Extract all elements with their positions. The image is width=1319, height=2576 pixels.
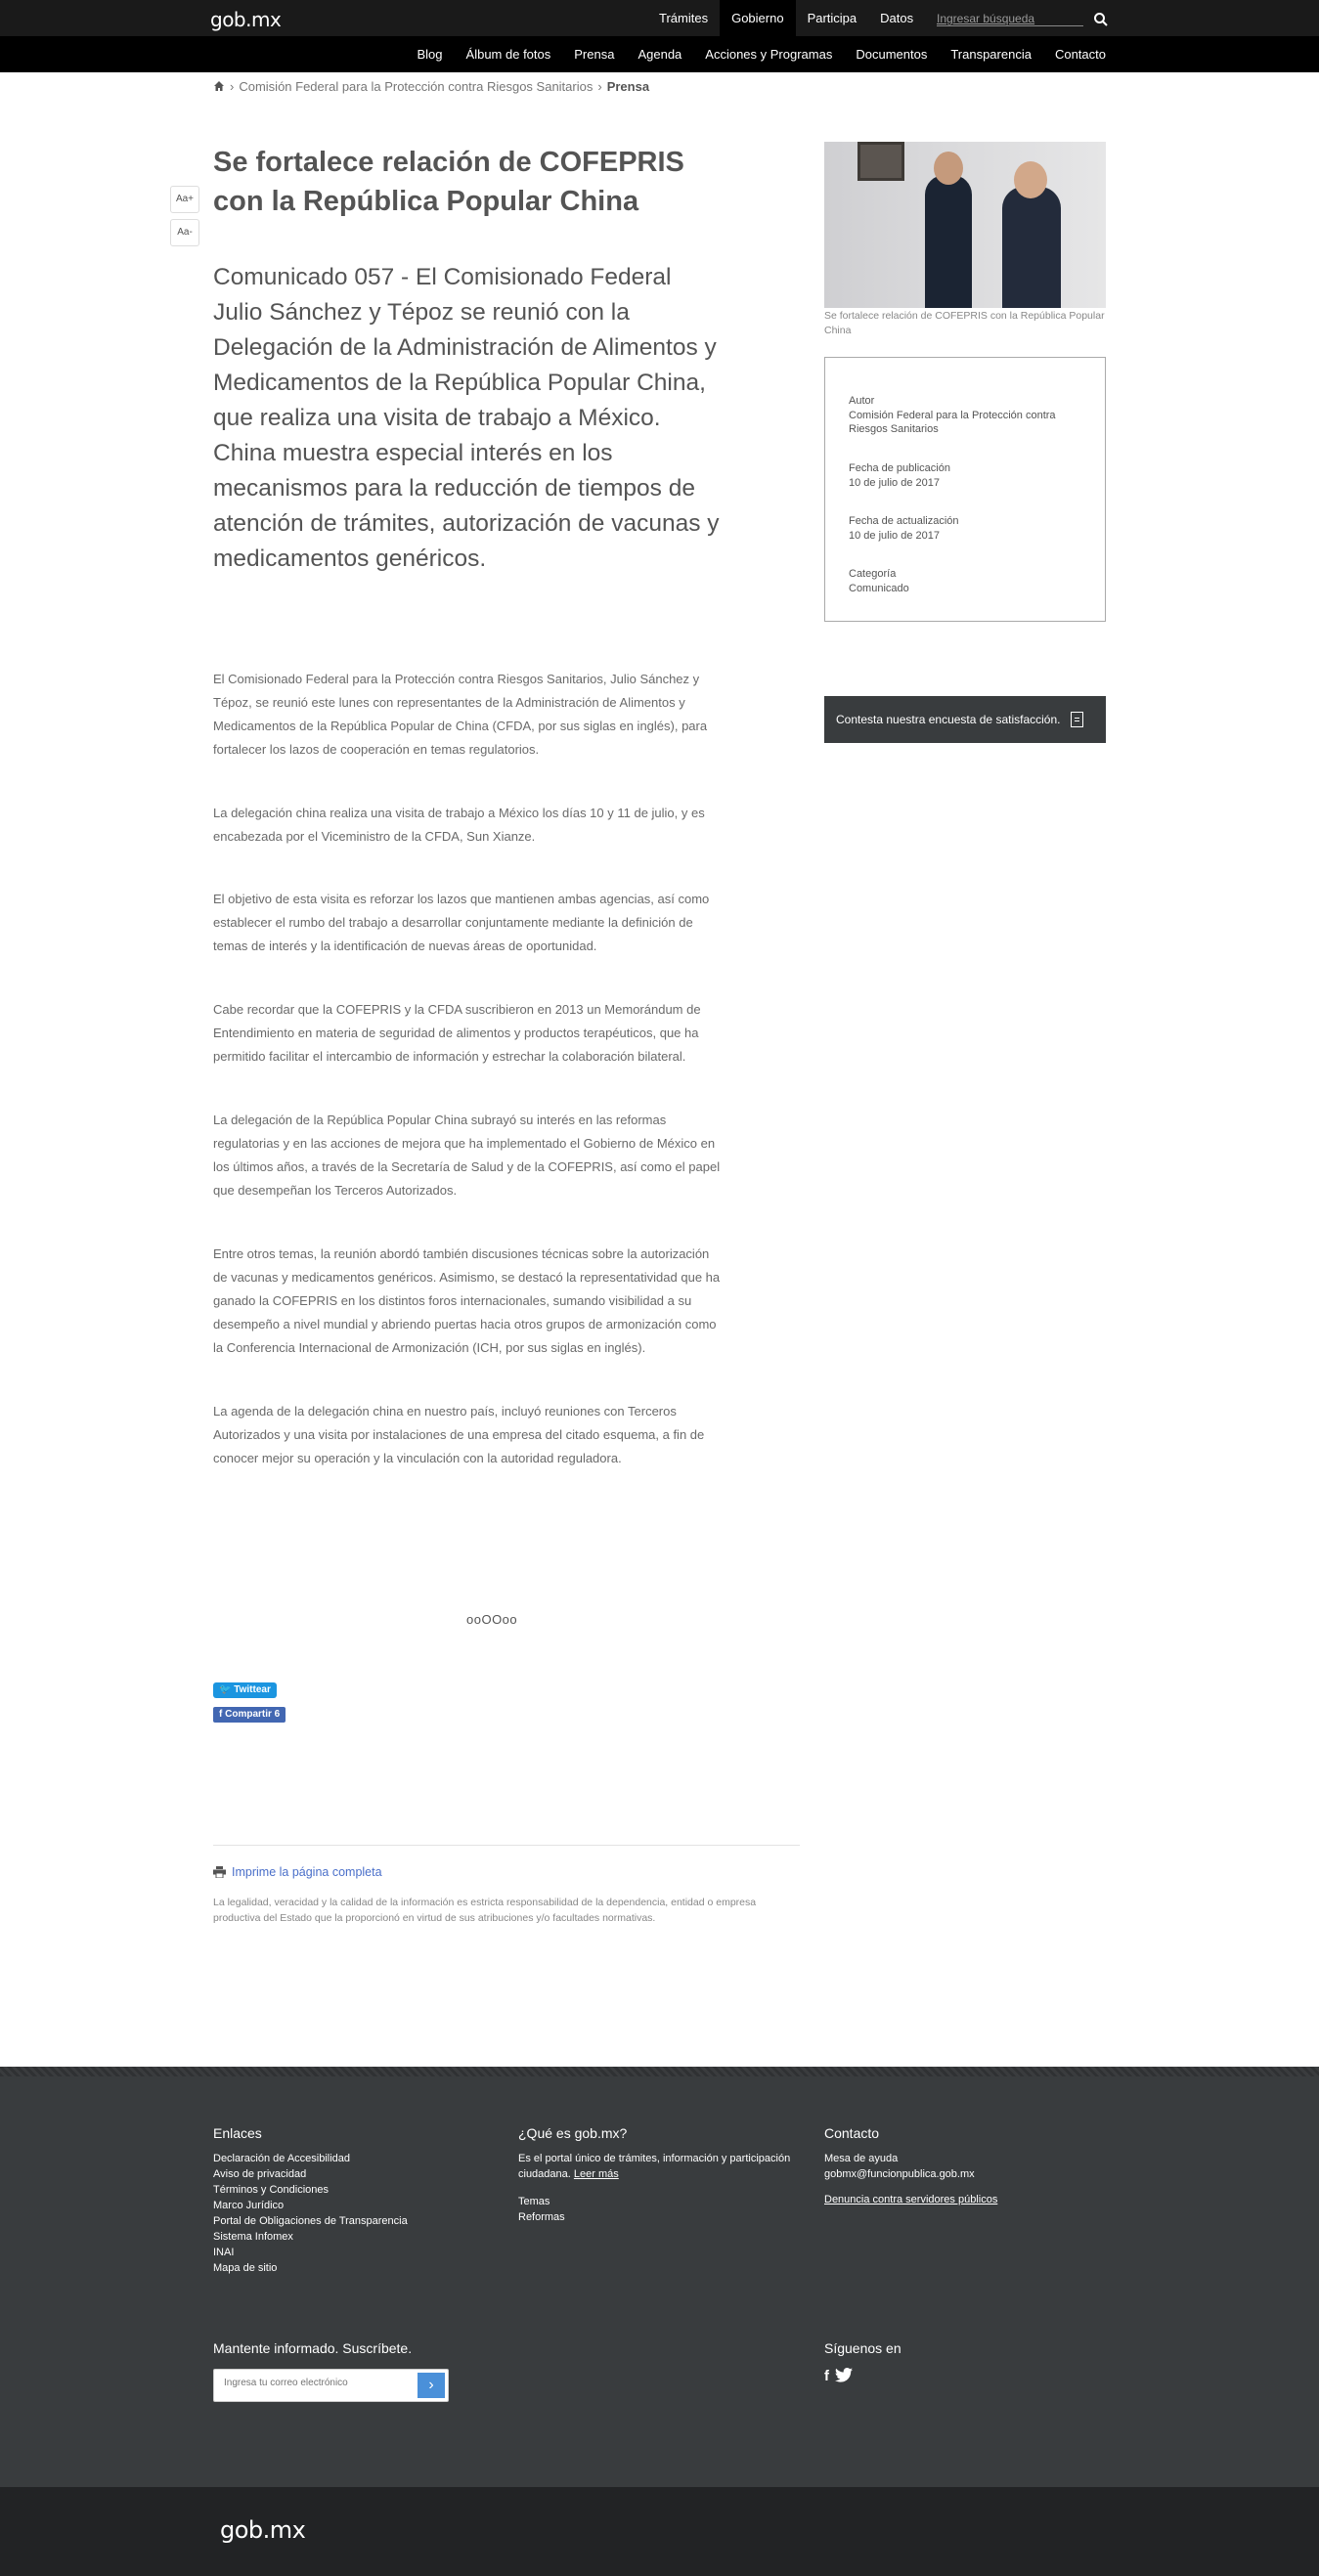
footer-link[interactable]: Declaración de Accesibilidad	[213, 2153, 351, 2164]
article-paragraph: Cabe recordar que la COFEPRIS y la CFDA suscribieron en 2013 un Memorándum de Entendimiento en materia de seguridad de alimentos y productos terapéuticos, que ha permitido facilitar el intercambio de información y estrechar la colaboración bilateral.	[213, 1002, 701, 1064]
article-end-ornament: ooOOoo	[466, 1612, 518, 1627]
author-label: Autor	[849, 395, 875, 407]
font-decrease-button[interactable]: Aa-	[170, 219, 199, 246]
author-value: Comisión Federal para la Protección contra Riesgos Sanitarios	[849, 410, 1056, 435]
top-bar	[0, 0, 1319, 36]
breadcrumb-parent[interactable]: Comisión Federal para la Protección contra Riesgos Sanitarios	[239, 78, 594, 94]
newsletter-email-input[interactable]	[224, 2378, 410, 2388]
footer-link[interactable]: INAI	[213, 2247, 235, 2258]
twitter-icon: 🐦	[219, 1684, 235, 1695]
survey-button[interactable]	[824, 696, 1106, 743]
footer-contact-title: Contacto	[824, 2125, 880, 2141]
search-input[interactable]	[937, 11, 1083, 27]
article-paragraph: La agenda de la delegación china en nuestro país, incluyó reuniones con Terceros Autorizados y una visita por instalaciones de una empresa del citado esquema, a fin de conocer mejor su operación y la vinculación con la autoridad reguladora.	[213, 1404, 705, 1465]
photo-person	[925, 175, 972, 308]
footer-report-link[interactable]: Denuncia contra servidores públicos	[824, 2194, 998, 2205]
top-nav	[647, 0, 925, 36]
published-label: Fecha de publicación	[849, 462, 950, 474]
article-info-box	[824, 357, 1106, 622]
footer-reforms-link[interactable]: Reformas	[518, 2211, 565, 2223]
printer-icon	[213, 1866, 226, 1878]
footer-links-title: Enlaces	[213, 2125, 262, 2141]
photo-person	[934, 152, 963, 185]
disclaimer: La legalidad, veracidad y la calidad de la información es estricta responsabilidad de la dependencia, entidad o empresa productiva del Estado que la proporcionó en virtud de sus atribuciones y/o facultades normativas.	[213, 1897, 757, 1924]
social-links	[824, 2368, 853, 2384]
footer	[0, 2067, 1319, 2487]
article-paragraph: Entre otros temas, la reunión abordó también discusiones técnicas sobre la autorización de vacunas y medicamentos genéricos. Asimismo, se destacó la representatividad que ha ganado la COFEPRIS en los distintos foros internacionales, sumando visibilidad a su desempeño a nivel mundial y abriendo puertas hacia otros grupos de armonización como la Conferencia Internacional de Armonización (ICH, por sus siglas en inglés).	[213, 1246, 721, 1355]
breadcrumb-separator: ›	[597, 78, 602, 94]
print-link[interactable]	[213, 1865, 382, 1879]
twitter-icon[interactable]	[835, 2368, 853, 2382]
divider	[213, 1845, 800, 1846]
footer-pattern	[0, 2067, 1319, 2076]
footer-read-more-link[interactable]: Leer más	[573, 2168, 619, 2180]
nav-tramites[interactable]: Trámites	[659, 11, 709, 25]
search-box	[937, 10, 1083, 26]
photo-person	[1002, 187, 1061, 308]
document-icon	[1071, 712, 1083, 727]
footer-help-desk: Mesa de ayuda	[824, 2153, 899, 2164]
article-photo[interactable]	[824, 142, 1106, 308]
facebook-share-button[interactable]	[213, 1707, 286, 1723]
nav-gobierno[interactable]: Gobierno	[720, 0, 795, 36]
social-title: Síguenos en	[824, 2340, 901, 2356]
category-label: Categoría	[849, 568, 897, 580]
breadcrumb-current: Prensa	[606, 78, 650, 94]
footer-link[interactable]: Aviso de privacidad	[213, 2168, 307, 2180]
photo-person	[1014, 161, 1047, 198]
newsletter-form	[213, 2369, 449, 2402]
newsletter-title: Mantente informado. Suscríbete.	[213, 2340, 413, 2356]
facebook-share-label: Compartir 6	[225, 1709, 281, 1720]
footer-link[interactable]: Mapa de sitio	[213, 2262, 278, 2274]
article-body	[213, 668, 726, 1510]
survey-label: Contesta nuestra encuesta de satisfacción.	[836, 713, 1061, 726]
gobmx-footer-logo[interactable]: gob.mx	[220, 2516, 306, 2544]
subnav-album[interactable]: Álbum de fotos	[465, 47, 551, 62]
nav-participa[interactable]: Participa	[807, 11, 857, 25]
print-label: Imprime la página completa	[232, 1865, 382, 1879]
footer-link[interactable]: Marco Jurídico	[213, 2200, 285, 2211]
subnav-acciones[interactable]: Acciones y Programas	[705, 47, 833, 62]
facebook-icon: f	[219, 1709, 226, 1720]
article-paragraph: La delegación china realiza una visita de trabajo a México los días 10 y 11 de julio, y es encabezada por el Viceministro de la CFDA, Sun Xianze.	[213, 806, 705, 844]
subnav-blog[interactable]: Blog	[417, 47, 443, 62]
twitter-share-label: Twittear	[234, 1684, 271, 1695]
breadcrumb-separator: ›	[230, 78, 235, 94]
footer-about-description: Es el portal único de trámites, información y participación ciudadana.	[518, 2153, 791, 2180]
article-lead: Comunicado 057 - El Comisionado Federal Julio Sánchez y Tépoz se reunió con la Delegación de la Administración de Alimentos y Medicamentos de la República Popular China, que realiza una visita de trabajo a México. China muestra especial interés en los mecanismos para la reducción de tiempos de atención de trámites, autorización de vacunas y medicamentos genéricos.	[213, 264, 720, 572]
subnav-transparencia[interactable]: Transparencia	[950, 47, 1032, 62]
search-icon[interactable]	[1093, 12, 1109, 27]
article-paragraph: La delegación de la República Popular China subrayó su interés en las reformas regulatorias y en las acciones de mejora que ha implementado el Gobierno de México en los últimos años, a través de la Secretaría de Salud y de la COFEPRIS, así como el papel que desempeñan los Terceros Autorizados.	[213, 1113, 721, 1198]
subnav-agenda[interactable]: Agenda	[638, 47, 682, 62]
updated-label: Fecha de actualización	[849, 515, 959, 527]
nav-datos[interactable]: Datos	[880, 11, 914, 25]
photo-caption: Se fortalece relación de COFEPRIS con la República Popular China	[824, 310, 1105, 336]
home-icon[interactable]	[213, 80, 225, 92]
facebook-icon[interactable]: f	[824, 2368, 829, 2384]
footer-link[interactable]: Portal de Obligaciones de Transparencia	[213, 2215, 408, 2227]
footer-about-text	[518, 2151, 812, 2182]
sub-nav	[0, 36, 1319, 72]
twitter-share-button[interactable]	[213, 1682, 277, 1698]
subnav-contacto[interactable]: Contacto	[1054, 47, 1106, 62]
article-paragraph: El Comisionado Federal para la Protección contra Riesgos Sanitarios, Julio Sánchez y Tépoz, se reunió este lunes con representantes de la Administración de Alimentos y Medicamentos de la República Popular de China (CFDA, por sus siglas en inglés), para fortalecer los lazos de cooperación en temas regulatorios.	[213, 672, 708, 757]
article-title: Se fortalece relación de COFEPRIS con la República Popular China	[213, 147, 684, 217]
published-value: 10 de julio de 2017	[849, 477, 940, 489]
newsletter-submit-button[interactable]: ›	[418, 2373, 445, 2398]
breadcrumb	[213, 76, 649, 96]
gobmx-logo[interactable]: gob.mx	[210, 8, 282, 31]
bottom-footer	[0, 2487, 1319, 2576]
font-increase-button[interactable]: Aa+	[170, 186, 199, 213]
subnav-documentos[interactable]: Documentos	[856, 47, 928, 62]
subnav-prensa[interactable]: Prensa	[574, 47, 615, 62]
footer-contact-email[interactable]: gobmx@funcionpublica.gob.mx	[824, 2168, 975, 2180]
footer-link[interactable]: Sistema Infomex	[213, 2231, 293, 2243]
article-paragraph: El objetivo de esta visita es reforzar los lazos que mantienen ambas agencias, así como establecer el rumbo del trabajo a desarrollar conjuntamente mediante la definición de temas de interés y la identificación de nuevas áreas de oportunidad.	[213, 892, 710, 953]
updated-value: 10 de julio de 2017	[849, 530, 940, 542]
footer-link[interactable]: Términos y Condiciones	[213, 2184, 329, 2196]
footer-about-title: ¿Qué es gob.mx?	[518, 2125, 628, 2141]
category-value: Comunicado	[849, 583, 909, 594]
footer-topics-link[interactable]: Temas	[518, 2196, 550, 2207]
photo-frame	[857, 142, 904, 181]
